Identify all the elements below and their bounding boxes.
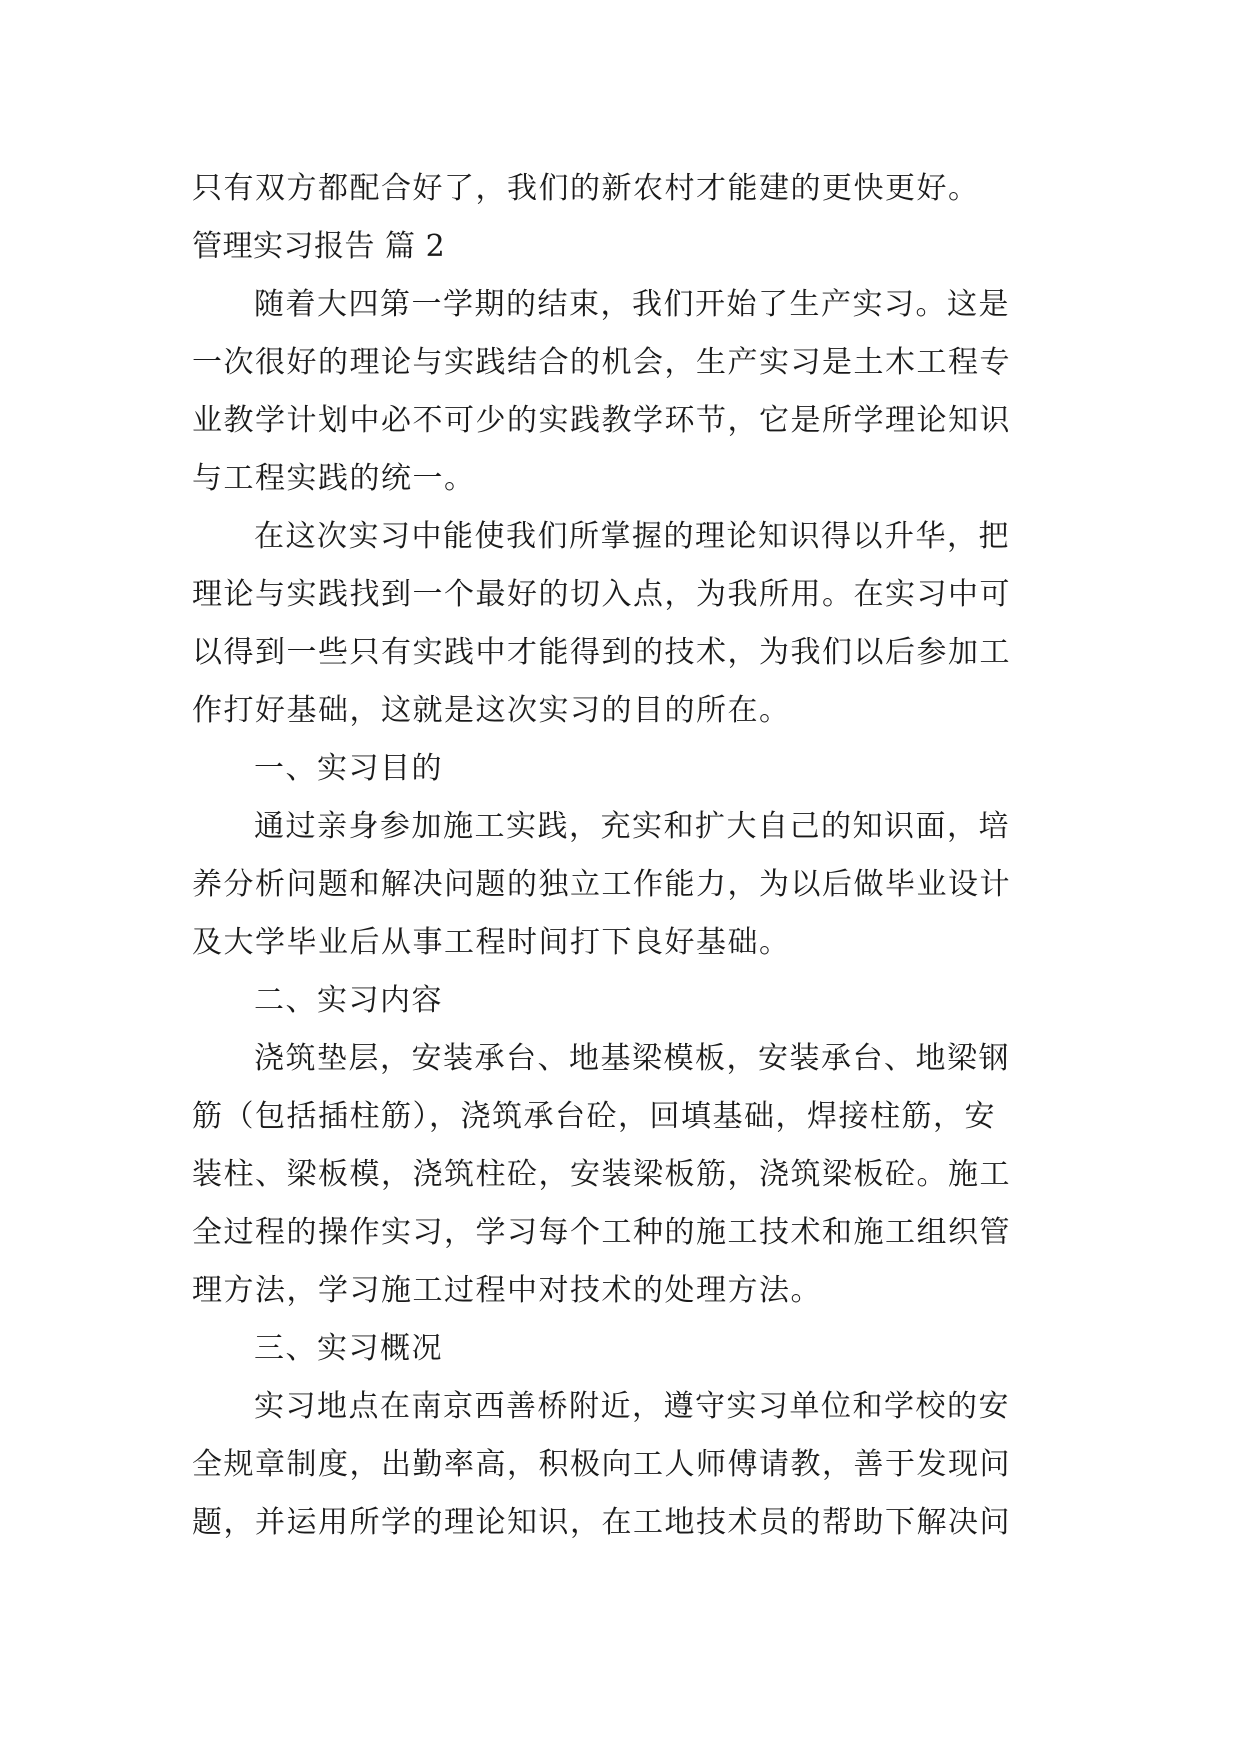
text-line: 题，并运用所学的理论知识，在工地技术员的帮助下解决问 <box>192 1505 1011 1540</box>
text-line: 二、实习内容 <box>254 983 443 1018</box>
text-line: 浇筑垫层，安装承台、地基梁模板，安装承台、地梁钢 <box>254 1041 1010 1076</box>
text-line: 筋（包括插柱筋），浇筑承台砼，回填基础，焊接柱筋，安 <box>192 1099 996 1134</box>
text-line: 装柱、梁板模，浇筑柱砼，安装梁板筋，浇筑梁板砼。施工 <box>192 1157 1011 1192</box>
text-line: 作打好基础，这就是这次实习的目的所在。 <box>192 693 791 728</box>
text-line: 理方法，学习施工过程中对技术的处理方法。 <box>192 1273 822 1308</box>
text-line: 在这次实习中能使我们所掌握的理论知识得以升华，把 <box>254 519 1010 554</box>
text-line: 理论与实践找到一个最好的切入点，为我所用。在实习中可 <box>192 577 1011 612</box>
text-line: 养分析问题和解决问题的独立工作能力，为以后做毕业设计 <box>192 867 1011 902</box>
text-line: 三、实习概况 <box>254 1331 443 1366</box>
section-heading: 管理实习报告 篇 2 <box>192 229 446 264</box>
text-line: 全过程的操作实习，学习每个工种的施工技术和施工组织管 <box>192 1215 1011 1250</box>
text-line: 一次很好的理论与实践结合的机会，生产实习是土木工程专 <box>192 345 1011 380</box>
document-page <box>192 160 1052 1552</box>
text-line: 只有双方都配合好了，我们的新农村才能建的更快更好。 <box>192 171 980 206</box>
text-line: 通过亲身参加施工实践，充实和扩大自己的知识面，培 <box>254 809 1010 844</box>
text-line: 以得到一些只有实践中才能得到的技术，为我们以后参加工 <box>192 635 1011 670</box>
text-line: 及大学毕业后从事工程时间打下良好基础。 <box>192 925 791 960</box>
text-line: 业教学计划中必不可少的实践教学环节，它是所学理论知识 <box>192 403 1011 438</box>
text-line: 全规章制度，出勤率高，积极向工人师傅请教，善于发现问 <box>192 1447 1011 1482</box>
text-line: 一、实习目的 <box>254 751 443 786</box>
text-line: 与工程实践的统一。 <box>192 461 476 496</box>
text-line: 实习地点在南京西善桥附近，遵守实习单位和学校的安 <box>254 1389 1010 1424</box>
text-line: 随着大四第一学期的结束，我们开始了生产实习。这是 <box>254 287 1010 322</box>
